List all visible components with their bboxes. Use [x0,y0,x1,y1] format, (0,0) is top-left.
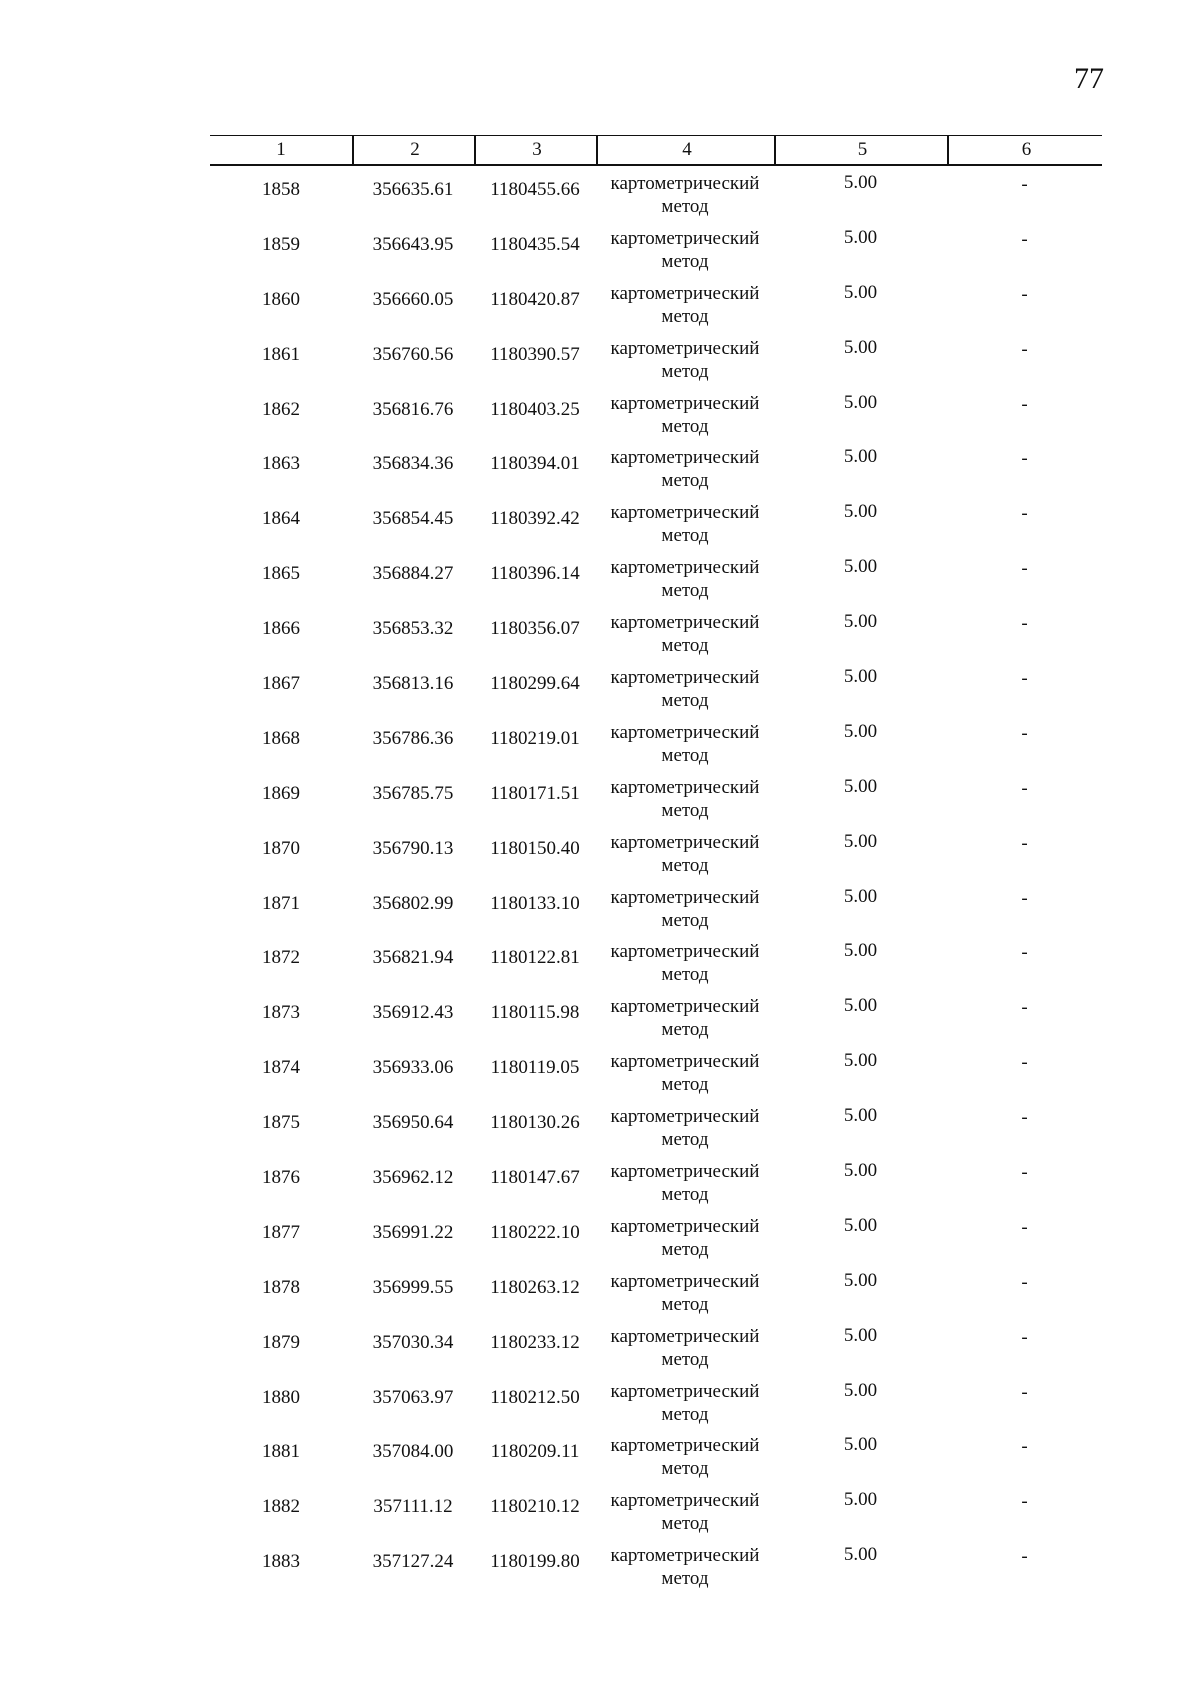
point-number: 1881 [262,1441,300,1463]
coord-x: 356834.36 [372,453,454,475]
coord-y: 1180150.40 [490,837,580,859]
note: - [1021,722,1028,744]
header-col-5: 5 [774,136,949,164]
method-line-1: картометрический [610,1051,760,1073]
coord-y: 1180263.12 [490,1276,580,1298]
coord-x: 356816.76 [372,398,454,420]
coord-x: 356813.16 [372,673,454,695]
method-line-1: картометрический [610,996,760,1018]
accuracy: 5.00 [843,281,878,303]
method-line-1: картометрический [610,1215,760,1237]
accuracy: 5.00 [843,1434,878,1456]
method-line-2: метод [661,1458,709,1480]
point-number: 1871 [262,892,300,914]
point-number: 1874 [262,1057,300,1079]
table-row [210,221,1102,276]
note: - [1021,1436,1028,1458]
table-row [210,1538,1102,1593]
table-row [210,660,1102,715]
coord-x: 356962.12 [372,1167,454,1189]
header-col-3: 3 [474,136,598,164]
method-line-2: метод [661,305,709,327]
note: - [1021,558,1028,580]
coord-y: 1180147.67 [490,1167,580,1189]
point-number: 1860 [262,288,300,310]
coord-y: 1180299.64 [490,673,580,695]
method [596,1105,774,1151]
method-line-2: метод [661,196,709,217]
note: - [1021,228,1028,250]
table-row [210,1374,1102,1429]
header-col-1: 1 [276,139,286,160]
accuracy: 5.00 [843,1324,878,1346]
coord-x: 356999.55 [372,1276,454,1298]
method-line-2: метод [661,415,709,437]
method [596,556,774,602]
accuracy: 5.00 [843,1105,878,1127]
table-row [210,770,1102,825]
note: - [1021,338,1028,360]
point-number: 1868 [262,727,300,749]
table-row [210,495,1102,550]
method-line-1: картометрический [610,612,760,634]
coord-y: 1180356.07 [490,618,580,640]
note: - [1021,613,1028,635]
accuracy: 5.00 [843,1050,878,1072]
coord-y: 1180420.87 [490,288,580,310]
method-line-1: картометрический [610,447,760,469]
method-line-2: метод [661,635,709,657]
note: - [1021,503,1028,525]
method [596,721,774,767]
coord-y: 1180171.51 [490,782,580,804]
method [596,1489,774,1535]
method-line-2: метод [661,690,709,712]
method [596,1270,774,1316]
table-row [210,1264,1102,1319]
coord-x: 356802.99 [372,892,454,914]
coord-x: 356912.43 [372,1002,454,1024]
method-line-1: картометрический [610,282,760,304]
method-line-1: картометрический [610,721,760,743]
note: - [1021,1052,1028,1074]
method-line-1: картометрический [610,1545,760,1567]
point-number: 1865 [262,563,300,585]
method-line-2: метод [661,580,709,602]
coord-x: 356854.45 [372,508,454,530]
method-line-2: метод [661,470,709,492]
accuracy: 5.00 [843,666,878,688]
point-number: 1880 [262,1386,300,1408]
note: - [1021,1107,1028,1129]
header-col-6: 6 [947,136,1104,164]
note: - [1021,1381,1028,1403]
table-row [210,989,1102,1044]
accuracy: 5.00 [843,1489,878,1511]
point-number: 1873 [262,1002,300,1024]
method-line-1: картометрический [610,227,760,249]
table-row [210,1319,1102,1374]
point-number: 1877 [262,1221,300,1243]
table-row [210,1044,1102,1099]
note: - [1021,777,1028,799]
table-row [210,386,1102,441]
method [596,282,774,328]
method [596,666,774,712]
method-line-1: картометрический [610,1325,760,1347]
method-line-2: метод [661,1129,709,1151]
accuracy: 5.00 [843,995,878,1017]
table-row [210,166,1102,221]
point-number: 1883 [262,1551,300,1573]
coord-x: 357127.24 [372,1551,454,1573]
method-line-1: картометрический [610,667,760,689]
method-line-2: метод [661,1348,709,1370]
method [596,611,774,657]
header-col-4: 4 [596,136,776,164]
method [596,1325,774,1371]
point-number: 1879 [262,1331,300,1353]
method-line-2: метод [661,964,709,986]
coord-x: 357084.00 [372,1441,454,1463]
point-number: 1864 [262,508,300,530]
note: - [1021,1491,1028,1513]
method-line-2: метод [661,799,709,821]
point-number: 1870 [262,837,300,859]
accuracy: 5.00 [843,940,878,962]
method [596,1160,774,1206]
method [596,227,774,273]
note: - [1021,1271,1028,1293]
coord-x: 356760.56 [372,343,454,365]
method [596,392,774,438]
coord-y: 1180435.54 [490,233,580,255]
coord-x: 356821.94 [372,947,454,969]
table-row [210,1483,1102,1538]
coord-y: 1180119.05 [490,1057,580,1079]
accuracy: 5.00 [843,1379,878,1401]
method [596,995,774,1041]
accuracy: 5.00 [843,501,878,523]
coord-x: 357111.12 [373,1496,453,1518]
point-number: 1858 [262,179,300,200]
method-line-2: метод [661,1568,709,1590]
point-number: 1878 [262,1276,300,1298]
accuracy: 5.00 [843,1544,878,1566]
note: - [1021,668,1028,690]
method-line-2: метод [661,1293,709,1315]
method [596,1215,774,1261]
note: - [1021,997,1028,1019]
method-line-1: картометрический [610,941,760,963]
table-row [210,331,1102,386]
coord-y: 1180122.81 [490,947,580,969]
method-line-1: картометрический [610,886,760,908]
note: - [1021,887,1028,909]
table-row [210,1154,1102,1209]
method [596,1434,774,1480]
accuracy: 5.00 [843,720,878,742]
coord-y: 1180403.25 [490,398,580,420]
coord-y: 1180210.12 [490,1496,580,1518]
method-line-1: картометрический [610,173,760,194]
method-line-1: картометрический [610,1106,760,1128]
point-number: 1862 [262,398,300,420]
coord-x: 356950.64 [372,1112,454,1134]
coordinates-table [210,135,1102,1593]
method-line-1: картометрический [610,557,760,579]
coord-y: 1180390.57 [490,343,580,365]
point-number: 1866 [262,618,300,640]
accuracy: 5.00 [843,336,878,358]
coord-y: 1180394.01 [490,453,580,475]
method [596,172,774,218]
accuracy: 5.00 [843,885,878,907]
coord-x: 356933.06 [372,1057,454,1079]
method-line-1: картометрический [610,1270,760,1292]
accuracy: 5.00 [843,1214,878,1236]
method [596,1380,774,1426]
coord-x: 357030.34 [372,1331,454,1353]
coord-y: 1180130.26 [490,1112,580,1134]
table-row [210,934,1102,989]
note: - [1021,1162,1028,1184]
method-line-2: метод [661,1513,709,1535]
method-line-1: картометрический [610,392,760,414]
point-number: 1872 [262,947,300,969]
point-number: 1869 [262,782,300,804]
coord-x: 356991.22 [372,1221,454,1243]
note: - [1021,174,1028,195]
method-line-1: картометрический [610,337,760,359]
method [596,886,774,932]
table-row [210,276,1102,331]
note: - [1021,1216,1028,1238]
table-row [210,715,1102,770]
page-number: 77 [1074,62,1104,95]
method [596,1544,774,1590]
point-number: 1859 [262,233,300,255]
table-row [210,440,1102,495]
table-row [210,605,1102,660]
method [596,446,774,492]
table-row [210,1428,1102,1483]
coord-y: 1180209.11 [490,1441,580,1463]
table-row [210,1209,1102,1264]
method-line-1: картометрический [610,776,760,798]
point-number: 1867 [262,673,300,695]
method [596,1050,774,1096]
method-line-1: картометрический [610,1435,760,1457]
coord-x: 357063.97 [372,1386,454,1408]
method-line-2: метод [661,360,709,382]
method-line-1: картометрический [610,1490,760,1512]
coord-y: 1180222.10 [490,1221,580,1243]
accuracy: 5.00 [843,556,878,578]
accuracy: 5.00 [843,391,878,413]
accuracy: 5.00 [843,226,878,248]
method [596,940,774,986]
coord-x: 356884.27 [372,563,454,585]
accuracy: 5.00 [843,1269,878,1291]
method-line-1: картометрический [610,1380,760,1402]
method-line-2: метод [661,854,709,876]
accuracy: 5.00 [843,775,878,797]
coord-y: 1180392.42 [490,508,580,530]
table-row [210,550,1102,605]
method-line-2: метод [661,744,709,766]
coord-y: 1180233.12 [490,1331,580,1353]
point-number: 1875 [262,1112,300,1134]
coord-x: 356635.61 [372,179,454,200]
coord-y: 1180455.66 [490,179,580,200]
coord-x: 356853.32 [372,618,454,640]
method-line-2: метод [661,1074,709,1096]
coord-y: 1180133.10 [490,892,580,914]
coord-y: 1180199.80 [490,1551,580,1573]
coord-x: 356785.75 [372,782,454,804]
method [596,831,774,877]
note: - [1021,942,1028,964]
point-number: 1882 [262,1496,300,1518]
coord-x: 356790.13 [372,837,454,859]
method [596,337,774,383]
header-col-2: 2 [352,136,476,164]
note: - [1021,832,1028,854]
note: - [1021,283,1028,305]
accuracy: 5.00 [843,172,878,193]
table-row [210,1099,1102,1154]
coord-y: 1180219.01 [490,727,580,749]
method-line-2: метод [661,909,709,931]
method-line-2: метод [661,250,709,272]
method-line-1: картометрический [610,1161,760,1183]
point-number: 1861 [262,343,300,365]
method [596,776,774,822]
method-line-2: метод [661,1019,709,1041]
table-body [210,166,1102,1593]
point-number: 1863 [262,453,300,475]
accuracy: 5.00 [843,611,878,633]
note: - [1021,448,1028,470]
coord-y: 1180115.98 [490,1002,580,1024]
table-row [210,825,1102,880]
note: - [1021,1546,1028,1568]
method-line-1: картометрический [610,831,760,853]
method-line-2: метод [661,1403,709,1425]
method-line-2: метод [661,1238,709,1260]
accuracy: 5.00 [843,830,878,852]
coord-x: 356660.05 [372,288,454,310]
note: - [1021,1326,1028,1348]
coord-y: 1180396.14 [490,563,580,585]
method-line-1: картометрический [610,502,760,524]
note: - [1021,393,1028,415]
method [596,501,774,547]
method-line-2: метод [661,1184,709,1206]
point-number: 1876 [262,1167,300,1189]
coord-y: 1180212.50 [490,1386,580,1408]
accuracy: 5.00 [843,446,878,468]
table-row [210,880,1102,935]
table-header-row [210,135,1102,166]
accuracy: 5.00 [843,1160,878,1182]
method-line-2: метод [661,525,709,547]
coord-x: 356643.95 [372,233,454,255]
coord-x: 356786.36 [372,727,454,749]
